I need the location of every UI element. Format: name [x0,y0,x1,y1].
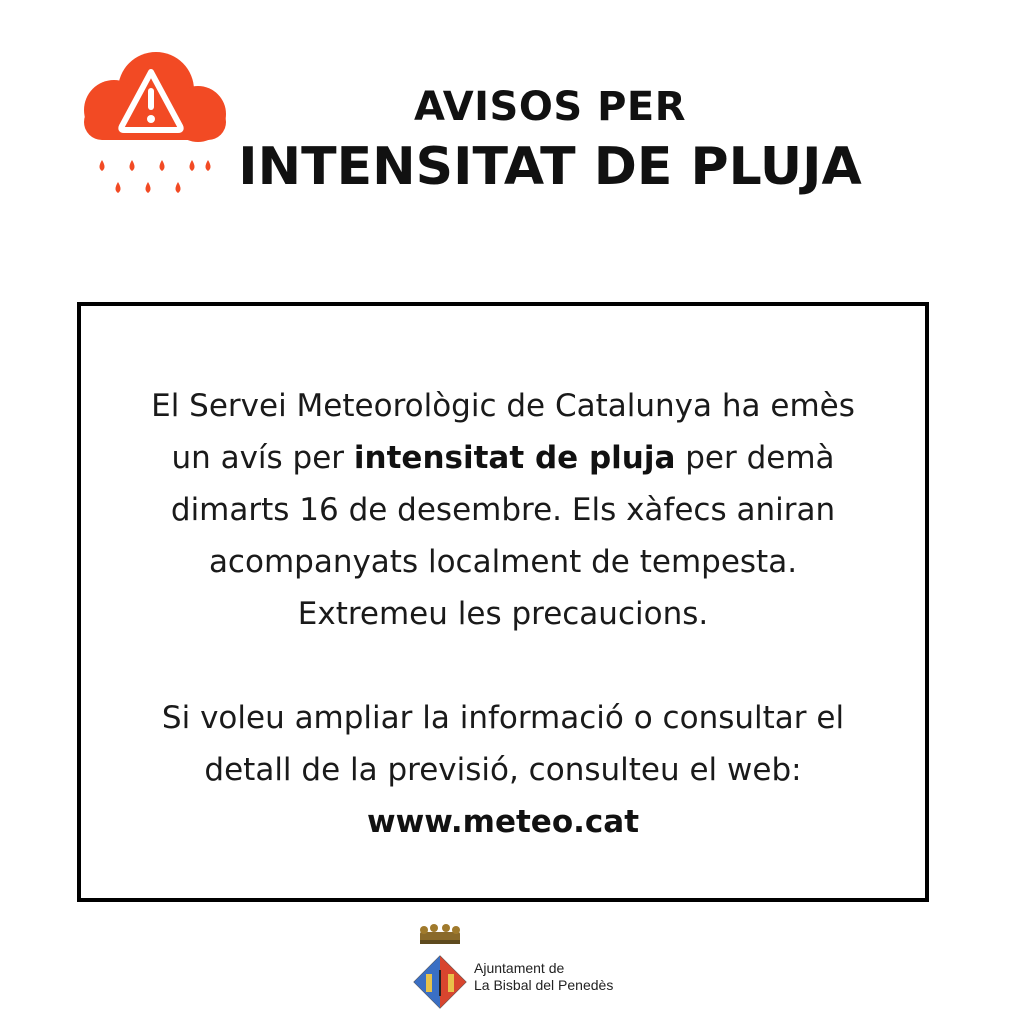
municipality-name [474,960,613,994]
website-link[interactable]: www.meteo.cat [366,804,640,840]
crown-icon [420,924,460,944]
municipality-logo [410,922,630,1012]
notice-line-7: detall de la previsió, consulteu el web: [204,752,802,788]
notice-body [81,380,925,848]
notice-line-2-start: un avís per [171,440,354,476]
cloud-warning-rain-icon [72,44,236,208]
notice-line-1: El Servei Meteorològic de Catalunya ha emès [151,388,855,424]
rain-drops [100,160,211,193]
title-line-1: AVISOS PER [413,84,687,130]
footer-line-1: Ajuntament de [474,960,565,976]
notice-highlight: intensitat de pluja [353,440,676,476]
page-title: INTENSITAT DE PLUJA [238,137,862,197]
notice-line-6: Si voleu ampliar la informació o consultar el [161,700,845,736]
notice-line-4: acompanyats localment de tempesta. [208,544,798,580]
notice-line-2-end: per demà [675,440,835,476]
coat-of-arms-icon [410,922,474,1012]
notice-line-2 [81,432,925,484]
notice-line-3: dimarts 16 de desembre. Els xàfecs aniran [170,492,836,528]
notice-line-5: Extremeu les precaucions. [297,596,709,632]
notice-box [77,302,929,902]
shield-icon [414,956,466,1008]
paragraph-gap [81,640,925,692]
footer-line-2: La Bisbal del Penedès [474,977,614,993]
